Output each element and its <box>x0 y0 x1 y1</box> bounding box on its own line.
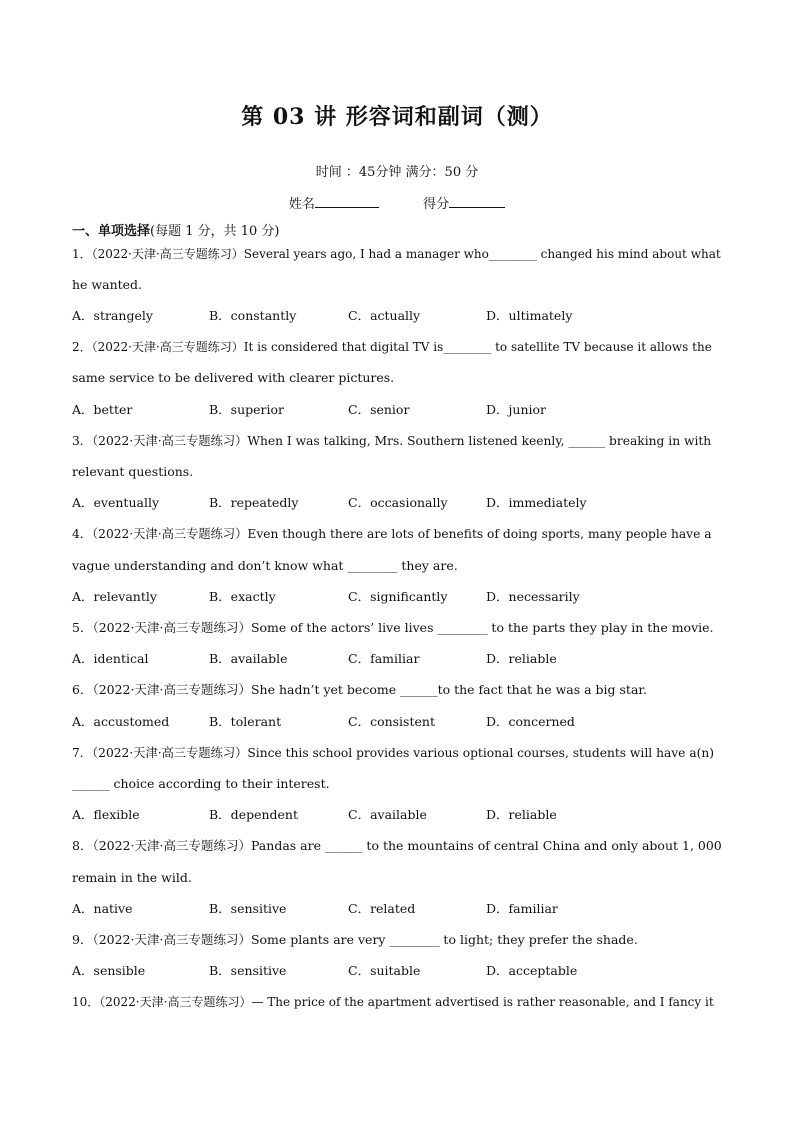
exam-info: 时间 ：45分钟 满分：50 分 <box>315 165 479 180</box>
option-c: C．consistent <box>348 714 435 729</box>
question-7-text: 7．（2022·天津·高三专题练习）Since this school provides various optional courses, students will have a(n) <box>72 746 715 760</box>
option-a: A．eventually <box>72 495 160 510</box>
option-d: D．familiar <box>486 901 558 916</box>
option-c: C．significantly <box>348 589 448 604</box>
page-title: 第 03 讲 形容词和副词（测） <box>241 104 553 130</box>
option-a: A．flexible <box>72 807 140 822</box>
question-7-options <box>72 806 722 824</box>
option-c: C．available <box>348 807 427 822</box>
name-label: 姓名 <box>288 197 315 212</box>
question-4-options <box>72 588 722 606</box>
option-b: B．repeatedly <box>209 495 299 510</box>
question-1-options <box>72 307 722 325</box>
option-a: A．relevantly <box>72 589 157 604</box>
option-c: C．familiar <box>348 651 420 666</box>
option-c: C．occasionally <box>348 495 448 510</box>
question-3-text: 3．（2022·天津·高三专题练习）When I was talking, Mrs. Southern listened keenly, ______ breaking in with <box>72 434 712 448</box>
option-b: B．constantly <box>209 308 297 323</box>
question-4-text: 4．（2022·天津·高三专题练习）Even though there are lots of benefits of doing sports, many people have a <box>72 527 712 541</box>
option-d: D．reliable <box>486 807 557 822</box>
question-1-text: 1．（2022·天津·高三专题练习）Several years ago, I had a manager who________ changed his mind about what <box>72 247 721 261</box>
option-b: B．sensitive <box>209 963 287 978</box>
option-a: A．accustomed <box>72 714 170 729</box>
question-9-text: 9．（2022·天津·高三专题练习）Some plants are very ________ to light; they prefer the shade. <box>72 932 638 947</box>
option-d: D．concerned <box>486 714 575 729</box>
name-blank[interactable] <box>315 195 379 208</box>
question-3-options <box>72 494 722 512</box>
question-9-options <box>72 962 722 980</box>
option-b: B．available <box>209 651 288 666</box>
option-b: B．sensitive <box>209 901 287 916</box>
option-d: D．immediately <box>486 495 587 510</box>
option-c: C．suitable <box>348 963 421 978</box>
section-heading: 一、单项选择(每题 1 分，共 10 分) <box>72 224 280 239</box>
question-2-text-cont: same service to be delivered with clearer pictures. <box>72 370 395 385</box>
option-a: A．sensible <box>72 963 146 978</box>
option-a: A．better <box>72 402 133 417</box>
option-d: D．acceptable <box>486 963 578 978</box>
question-10-text: 10．（2022·天津·高三专题练习）— The price of the apartment advertised is rather reasonable, and I fancy it <box>72 995 714 1009</box>
option-d: D．ultimately <box>486 308 573 323</box>
option-c: C．related <box>348 901 416 916</box>
question-4-text-cont: vague understanding and don’t know what ________ they are. <box>72 558 458 573</box>
question-7-text-cont: ______ choice according to their interest. <box>72 776 330 791</box>
question-8-text: 8．（2022·天津·高三专题练习）Pandas are ______ to the mountains of central China and only about 1, 000 <box>72 838 722 853</box>
option-a: A．native <box>72 901 133 916</box>
option-a: A．identical <box>72 651 149 666</box>
option-b: B．superior <box>209 402 285 417</box>
option-d: D．reliable <box>486 651 557 666</box>
option-a: A．strangely <box>72 308 153 323</box>
score-blank[interactable] <box>449 195 505 208</box>
question-5-options <box>72 650 722 668</box>
question-5-text: 5．（2022·天津·高三专题练习）Some of the actors’ live lives ________ to the parts they play in the movie. <box>72 620 714 635</box>
option-c: C．senior <box>348 402 410 417</box>
question-1-text-cont: he wanted. <box>72 277 143 292</box>
option-d: D．necessarily <box>486 589 580 604</box>
question-2-options <box>72 401 722 419</box>
option-b: B．exactly <box>209 589 276 604</box>
score-label: 得分 <box>423 197 450 212</box>
name-score-line <box>0 193 794 212</box>
question-6-options <box>72 713 722 731</box>
option-c: C．actually <box>348 308 421 323</box>
question-8-text-cont: remain in the wild. <box>72 870 192 885</box>
option-b: B．tolerant <box>209 714 282 729</box>
option-d: D．junior <box>486 402 546 417</box>
question-2-text: 2．（2022·天津·高三专题练习）It is considered that digital TV is________ to satellite TV because it allows the <box>72 340 712 354</box>
option-b: B．dependent <box>209 807 299 822</box>
question-3-text-cont: relevant questions. <box>72 464 194 479</box>
question-8-options <box>72 900 722 918</box>
question-6-text: 6．（2022·天津·高三专题练习）She hadn’t yet become ______to the fact that he was a big star. <box>72 682 647 697</box>
